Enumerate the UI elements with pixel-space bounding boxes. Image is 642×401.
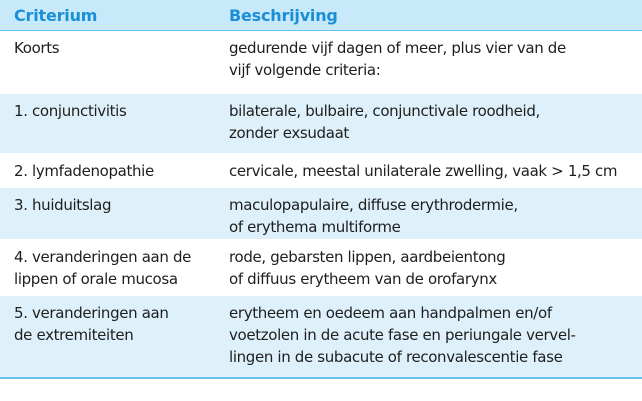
table-row [0, 154, 642, 188]
criterium-text-line: 4. veranderingen aan de [14, 248, 192, 266]
criterium-text-line: Koorts [14, 39, 60, 57]
table-row [0, 31, 642, 94]
beschrijving-text-line: vijf volgende criteria: [229, 61, 381, 79]
header-criterium: Criterium [0, 0, 227, 31]
criterium-text-line: de extremiteiten [14, 326, 134, 344]
criterium-cell [0, 94, 227, 154]
beschrijving-text-line: lingen in de subacute of reconvalescentie fase [229, 348, 563, 366]
beschrijving-text-line: rode, gebarsten lippen, aardbeientong [229, 248, 506, 266]
criterium-text-line: 3. huiduitslag [14, 196, 112, 214]
table-row [0, 94, 642, 154]
criterium-cell [0, 154, 227, 188]
beschrijving-cell [227, 31, 642, 94]
table-body [0, 31, 642, 378]
criterium-text-line: 1. conjunctivitis [14, 102, 127, 120]
table-row [0, 188, 642, 240]
criterium-text-line: 5. veranderingen aan [14, 304, 169, 322]
beschrijving-cell [227, 154, 642, 188]
table-header [0, 0, 642, 31]
beschrijving-text-line: of diffuus erytheem van de orofarynx [229, 270, 497, 288]
header-beschrijving: Beschrijving [227, 0, 642, 31]
table-row [0, 296, 642, 378]
criterium-cell [0, 188, 227, 240]
beschrijving-text-line: erytheem en oedeem aan handpalmen en/of [229, 304, 552, 322]
beschrijving-text-line: maculopapulaire, diffuse erythrodermie, [229, 196, 518, 214]
beschrijving-cell [227, 240, 642, 296]
beschrijving-text-line: zonder exsudaat [229, 124, 349, 142]
criterium-cell [0, 296, 227, 378]
beschrijving-text-line: voetzolen in de acute fase en periungale vervel- [229, 326, 576, 344]
beschrijving-cell [227, 296, 642, 378]
header-row [0, 0, 642, 31]
beschrijving-text-line: gedurende vijf dagen of meer, plus vier van de [229, 39, 566, 57]
criterium-cell [0, 31, 227, 94]
beschrijving-cell [227, 94, 642, 154]
beschrijving-cell [227, 188, 642, 240]
beschrijving-text-line: of erythema multiforme [229, 218, 401, 236]
criterium-text-line: lippen of orale mucosa [14, 270, 178, 288]
criterium-cell [0, 240, 227, 296]
beschrijving-text-line: bilaterale, bulbaire, conjunctivale roodheid, [229, 102, 540, 120]
table-row [0, 240, 642, 296]
beschrijving-text-line: cervicale, meestal unilaterale zwelling, vaak > 1,5 cm [229, 162, 618, 180]
criterium-text-line: 2. lymfadenopathie [14, 162, 154, 180]
